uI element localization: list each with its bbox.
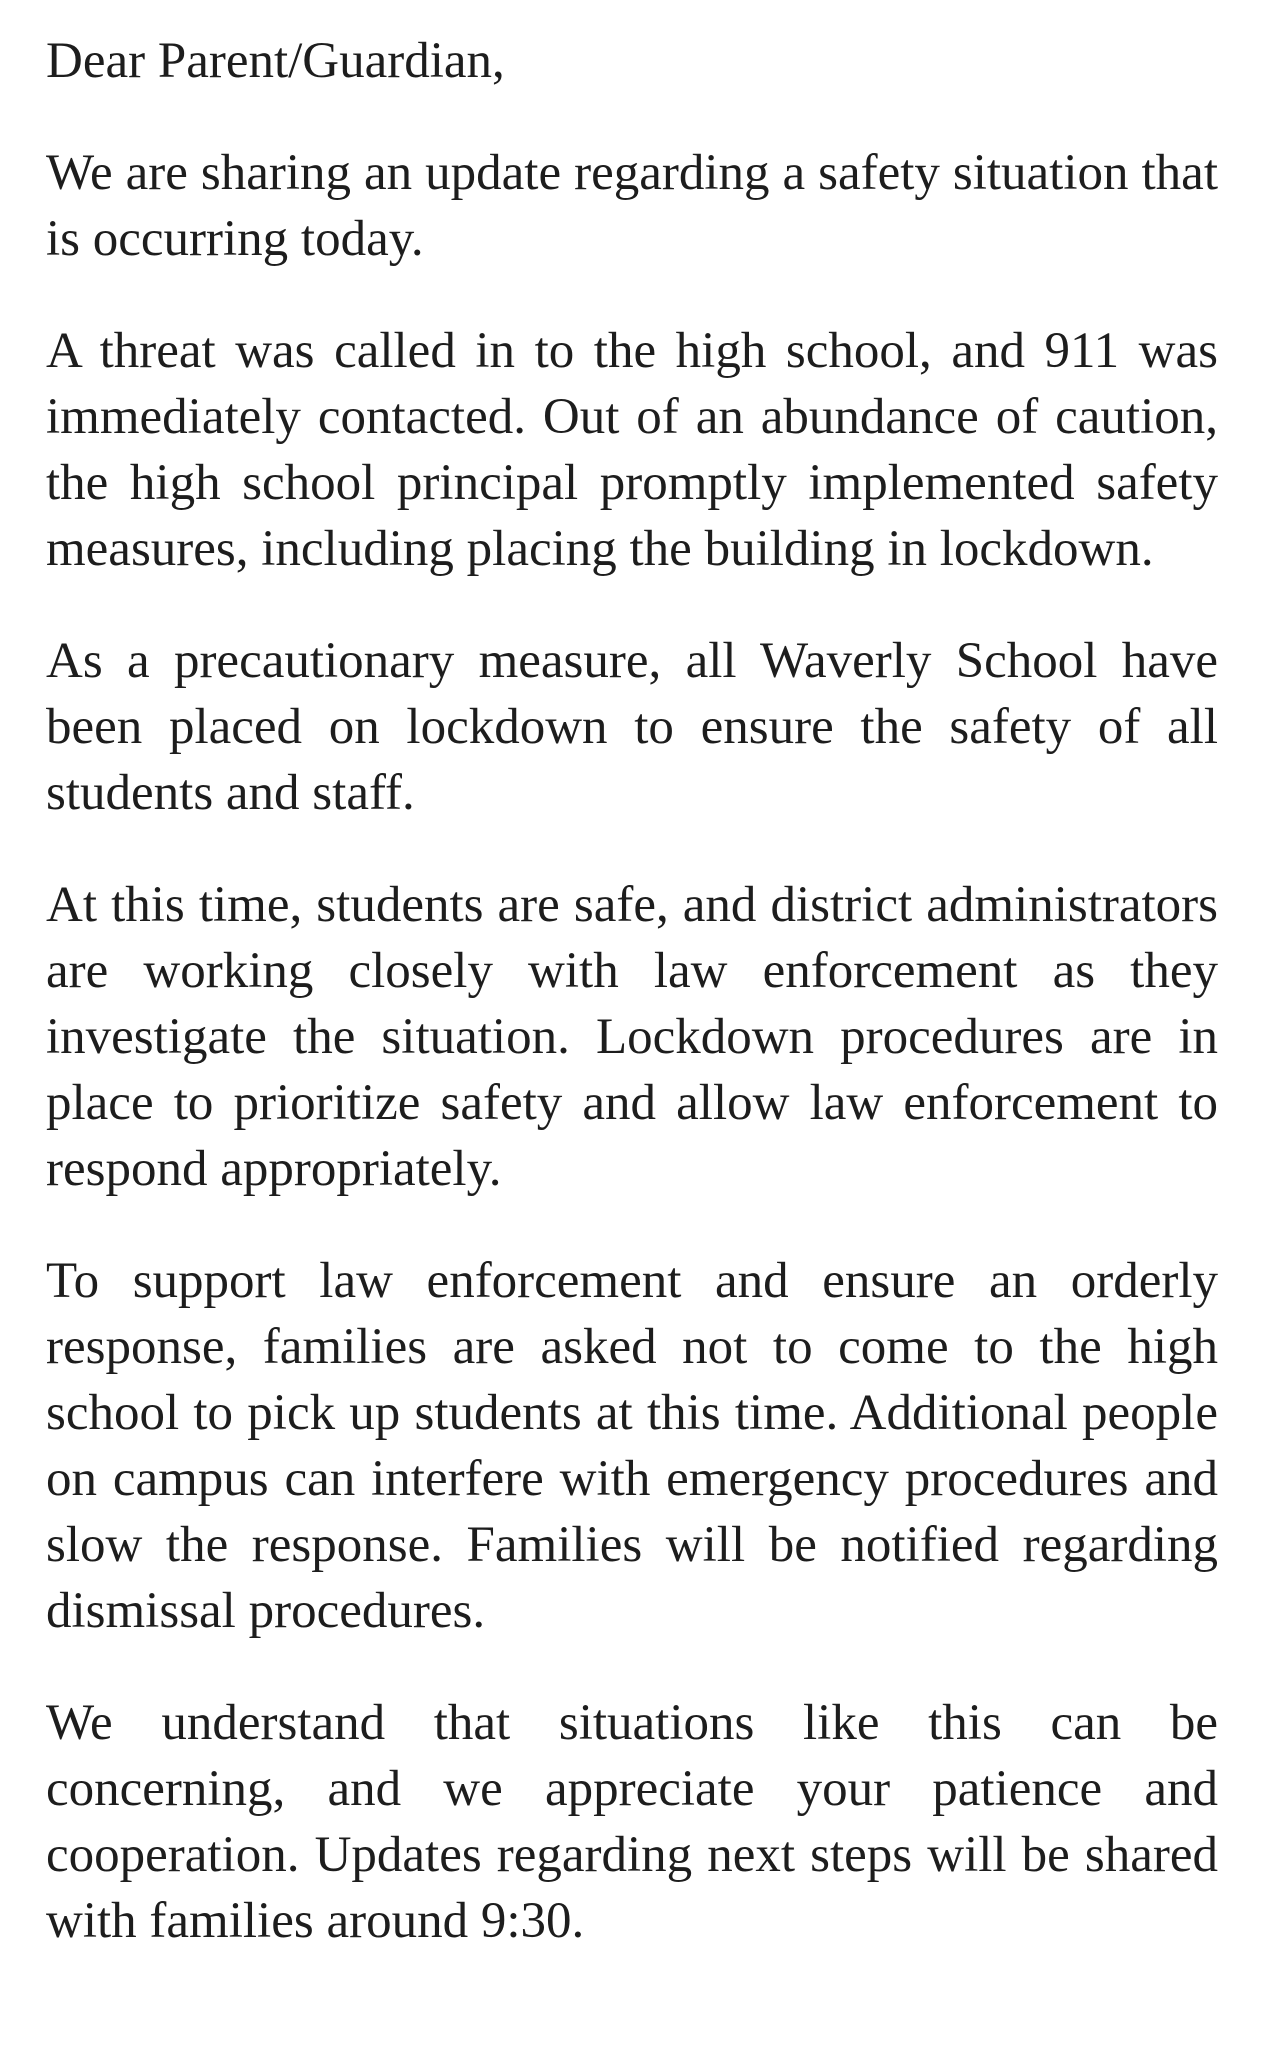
letter-body — [46, 28, 1218, 1954]
paragraph-pickup-instructions: To support law enforcement and ensure an orderly response, families are asked not to come to the high school to pick up students at this time. Additional people on campus can interfere with emergency procedures and slow the response. Families will be notified regarding dismissal procedures. — [46, 1253, 1218, 1639]
paragraph-safety-update: We are sharing an update regarding a safety situation that is occurring today. — [46, 145, 1218, 267]
greeting: Dear Parent/Guardian, — [46, 33, 505, 89]
paragraph-threat-details: A threat was called in to the high school, and 911 was immediately contacted. Out of an abundance of caution, the high school principal promptly implemented safety measures, including placing the building in lockdown. — [46, 323, 1218, 577]
paragraph-student-safety: At this time, students are safe, and district administrators are working closely with law enforcement as they investigate the situation. Lockdown procedures are in place to prioritize safety and allow law enforcement to respond appropriately. — [46, 877, 1218, 1197]
paragraph-closing: We understand that situations like this can be concerning, and we appreciate your patience and cooperation. Updates regarding next steps will be shared with families around 9:30. — [46, 1695, 1218, 1949]
paragraph-district-lockdown: As a precautionary measure, all Waverly School have been placed on lockdown to ensure the safety of all students and staff. — [46, 633, 1218, 821]
